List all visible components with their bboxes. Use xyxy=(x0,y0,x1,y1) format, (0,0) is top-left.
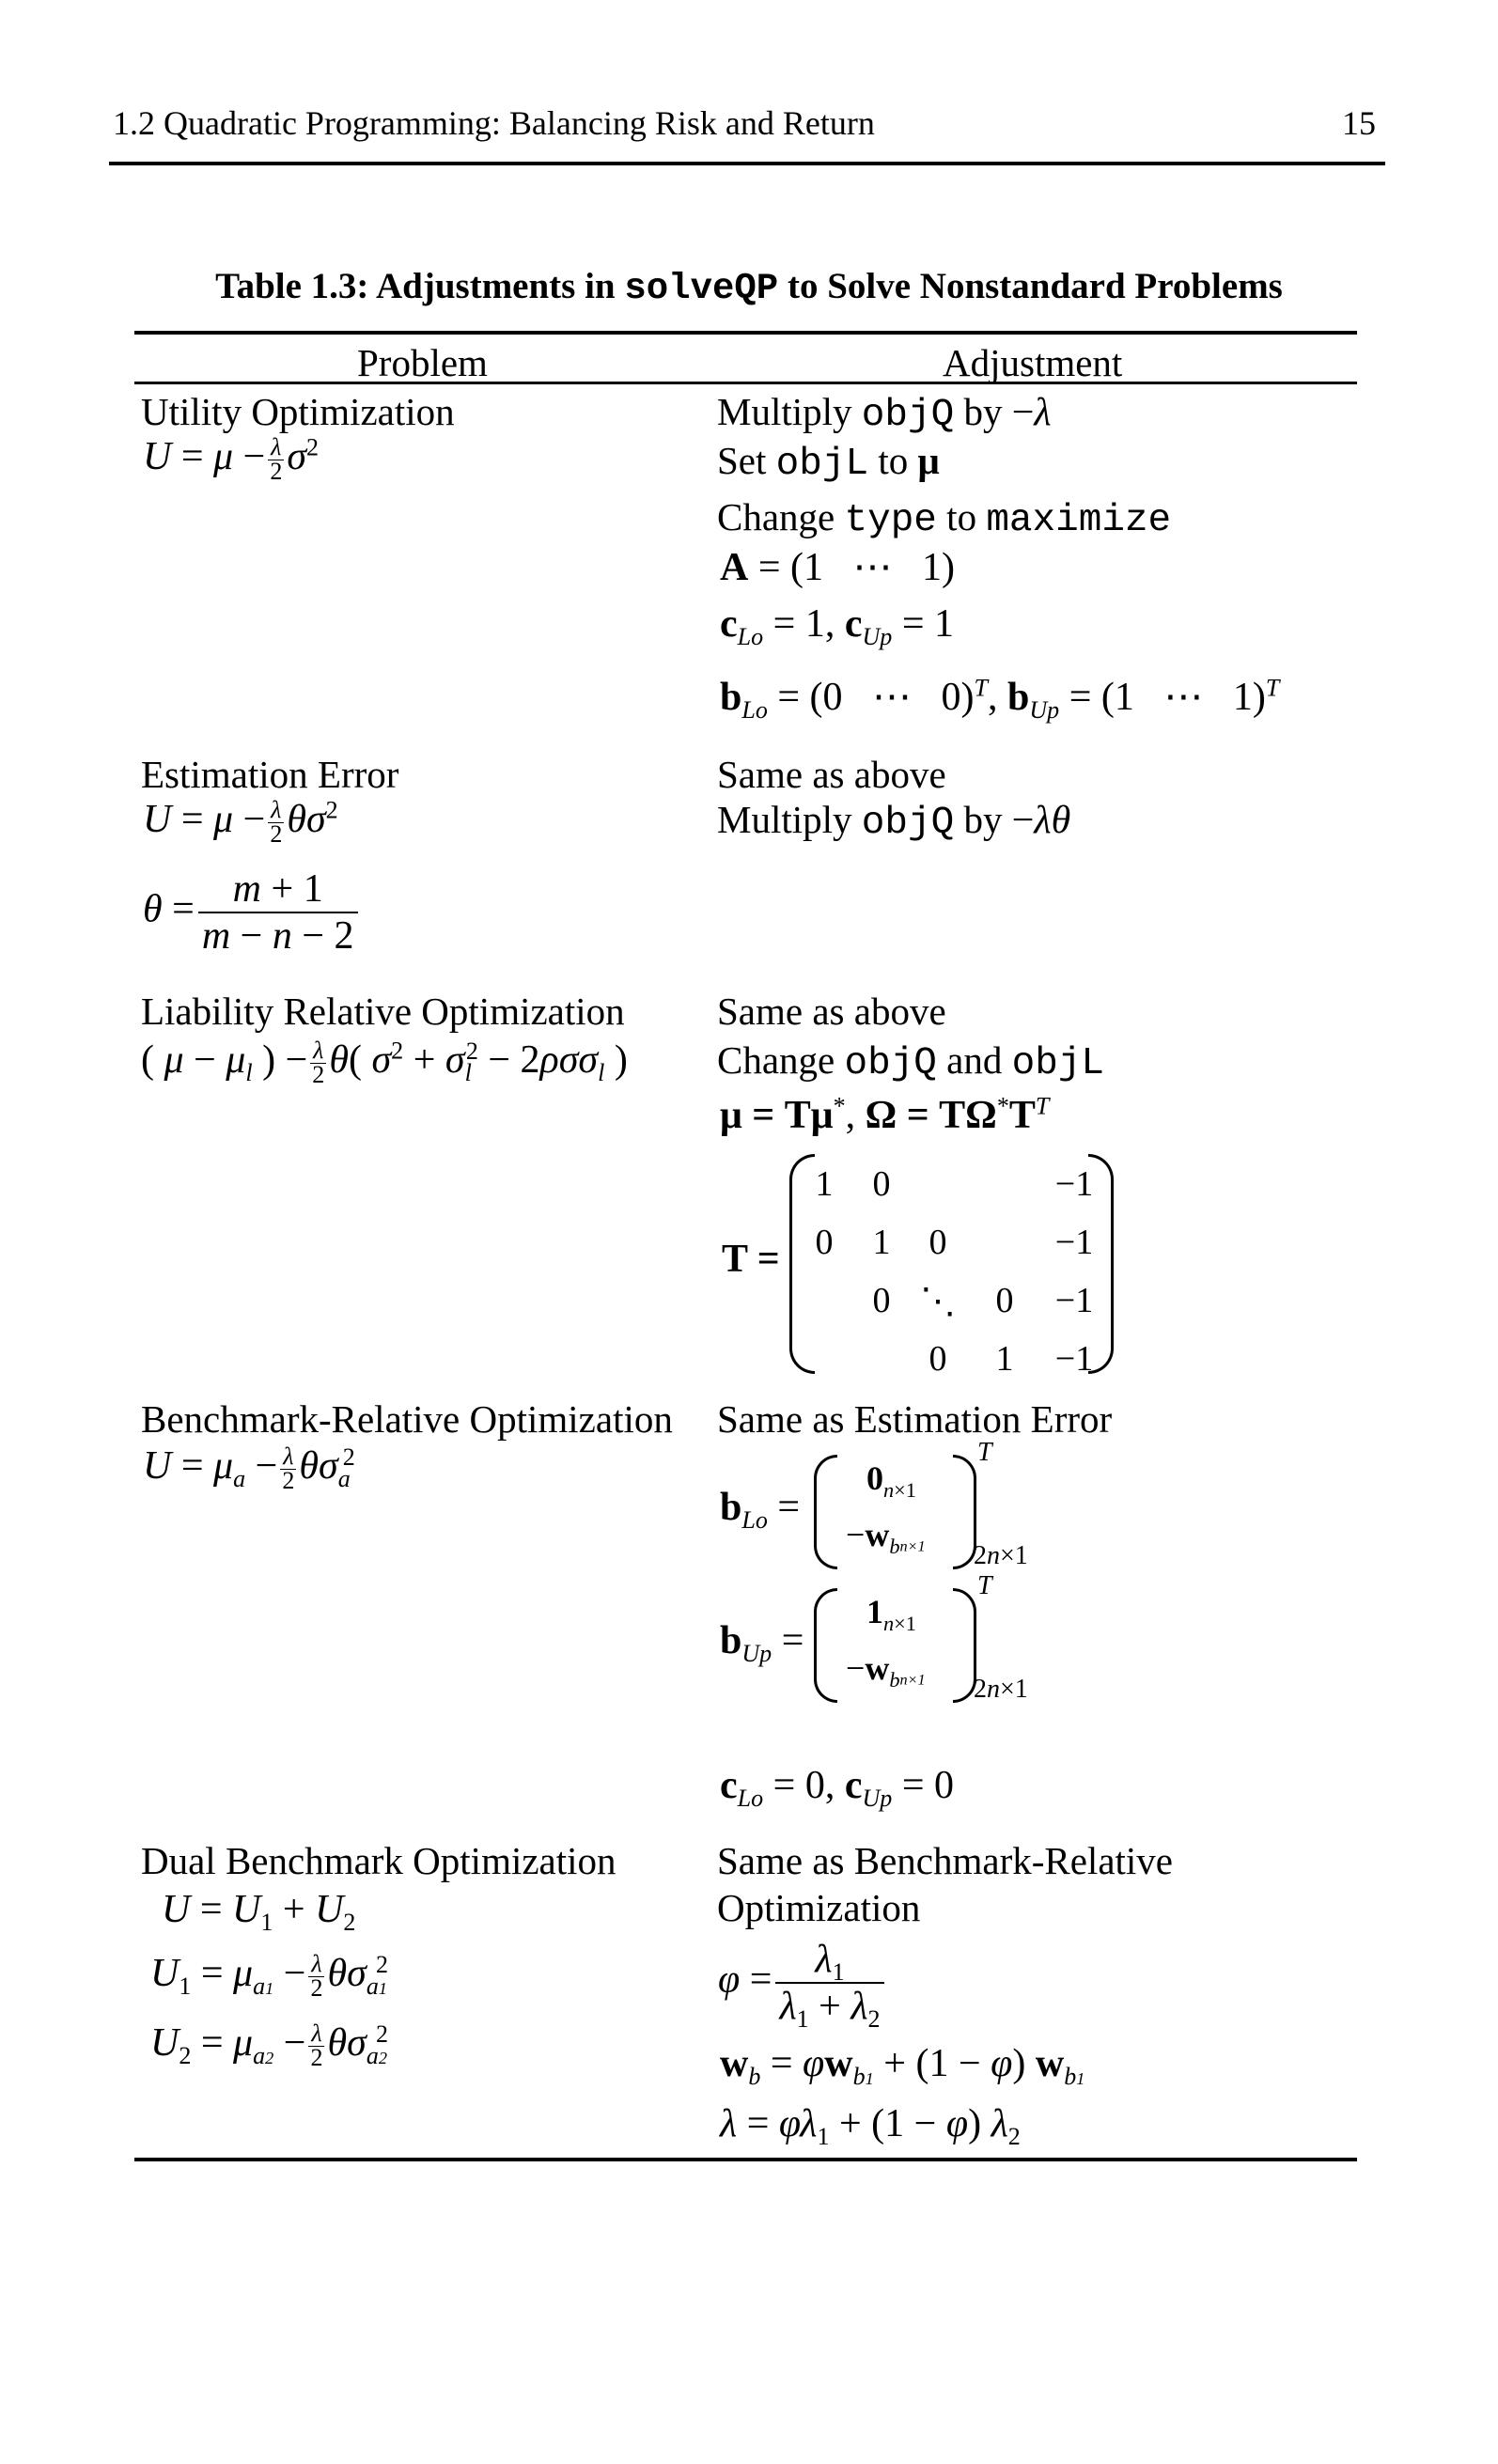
table-header-rule xyxy=(134,382,1357,384)
b-up-left-paren xyxy=(814,1588,837,1703)
adj-lambda-formula: $\lambda = \varphi\lambda_1 + (1 - \varphi)$ $\lambda_2$ xyxy=(720,2102,1021,2151)
adj-optimization: Optimization xyxy=(717,1886,921,1929)
utility-formula: U = μ − $\frac{\lambda}{2}$ $\sigma^2$ xyxy=(143,433,320,485)
adj-b-up-label: $b_{Up}$ = xyxy=(720,1619,804,1668)
problem-liability-relative: Liability Relative Optimization xyxy=(141,990,625,1033)
matrix-t-cell: −1 xyxy=(1054,1223,1094,1262)
adj-same-as-estimation-error: Same as Estimation Error xyxy=(717,1397,1113,1441)
benchmark-formula: $U = \mu_a$ − $\frac{\lambda}{2}$ $\theta\sigma_a^2$ xyxy=(143,1443,355,1494)
adj-b-bounds: $b_{Lo} = (0$ ⋯ 0)$^T$, $b_{Up} = (1$ ⋯ 1)$^T$ xyxy=(720,674,1280,725)
adj-same-as-benchmark-relative: Same as Benchmark-Relative xyxy=(717,1839,1173,1882)
b-up-dimension: 2n×1 xyxy=(974,1675,1028,1704)
matrix-t-cell: −1 xyxy=(1054,1164,1094,1204)
dual-u1-formula: $U_1 = \mu_{a1}$ − $\frac{\lambda}{2}$ $\theta\sigma_{a1}^2$ xyxy=(150,1950,388,2002)
adj-change-type: Change type to maximize xyxy=(717,495,1172,542)
table-top-rule xyxy=(134,331,1357,335)
b-lo-left-paren xyxy=(814,1455,837,1569)
dual-utility-sum: $U = U_1 + U_2$ xyxy=(162,1888,356,1937)
running-header-title: 1.2 Quadratic Programming: Balancing Risk and Return xyxy=(113,104,875,142)
b-lo-transpose: T xyxy=(977,1438,992,1467)
adj-same-as-above-2: Same as above xyxy=(717,990,946,1033)
adj-c-bounds-zero: $c_{Lo} = 0$, $c_{Up} = 0$ xyxy=(720,1764,955,1813)
column-header-adjustment: Adjustment xyxy=(943,341,1123,384)
problem-utility-optimization: Utility Optimization xyxy=(141,390,455,433)
adj-weights-formula: $w_b = \varphi w_{b1} + (1 - \varphi)$ $w_{b1}$ xyxy=(720,2042,1085,2091)
problem-estimation-error: Estimation Error xyxy=(141,753,399,796)
matrix-t-cell: −1 xyxy=(1054,1339,1094,1379)
matrix-t-cell: ⋱ xyxy=(920,1282,956,1321)
adj-same-as-above-1: Same as above xyxy=(717,753,946,796)
b-up-weights-entry: $-w_{bn\times 1}$ xyxy=(846,1649,926,1692)
b-up-transpose: T xyxy=(977,1571,992,1600)
adj-phi-formula: φ = $\frac{\lambda_1}{\lambda_1 + \lambda_2}$ xyxy=(718,1940,888,2026)
matrix-t-cell: 0 xyxy=(872,1281,891,1320)
b-lo-zero-entry: $0_{n\times 1}$ xyxy=(866,1459,916,1502)
b-lo-weights-entry: $-w_{bn\times 1}$ xyxy=(846,1516,926,1558)
adj-multiply-objq-lambda: Multiply objQ by −λ xyxy=(717,390,1052,437)
matrix-t-cell: 1 xyxy=(872,1223,891,1262)
adj-b-lo-label: $b_{Lo}$ = xyxy=(720,1486,801,1535)
matrix-t-cell: 1 xyxy=(815,1164,834,1204)
adj-set-objl: Set objL to μ xyxy=(717,439,940,486)
header-rule xyxy=(109,162,1385,165)
page-number: 15 xyxy=(1342,104,1376,142)
matrix-t-cell: 0 xyxy=(815,1223,834,1262)
matrix-t-cell: 1 xyxy=(995,1339,1014,1379)
problem-dual-benchmark: Dual Benchmark Optimization xyxy=(141,1839,616,1882)
dual-u2-formula: $U_2 = \mu_{a2}$ − $\frac{\lambda}{2}$ $\theta\sigma_{a2}^2$ xyxy=(150,2020,388,2071)
adj-transform-mu-omega: μ = Tμ*, $\Omega = T\Omega^*T^T$ xyxy=(720,1092,1050,1137)
matrix-t-cell: 0 xyxy=(928,1339,947,1379)
table-caption: Table 1.3: Adjustments in solveQP to Solve Nonstandard Problems xyxy=(215,266,1283,309)
estimation-utility-formula: U = μ − $\frac{\lambda}{2}$ $\theta\sigma^2$ xyxy=(143,796,338,848)
adj-c-bounds: $c_{Lo} = 1$, $c_{Up} = 1$ xyxy=(720,602,955,651)
theta-formula: θ = $\frac{m + 1}{m - n - 2}$ xyxy=(143,869,362,956)
column-header-problem: Problem xyxy=(357,341,488,384)
matrix-t-label: T = xyxy=(722,1238,780,1281)
adj-change-objq-objl: Change objQ and objL xyxy=(717,1038,1105,1085)
liability-formula: ( $\mu - \mu_l$ ) − $\frac{\lambda}{2}$ θ( $\sigma^2 + \sigma_l^2 - 2\rho\sigma\sigma_l$ ) xyxy=(141,1037,628,1088)
matrix-t-cell: 0 xyxy=(995,1281,1014,1320)
b-lo-dimension: 2n×1 xyxy=(974,1541,1028,1570)
adj-matrix-a: A = (1 ⋯ 1) xyxy=(720,546,956,589)
adj-multiply-objq-lambda-theta: Multiply objQ by −λθ xyxy=(717,798,1071,845)
b-up-one-entry: $1_{n\times 1}$ xyxy=(866,1593,916,1635)
table-bottom-rule xyxy=(134,2158,1357,2161)
matrix-t-cell: 0 xyxy=(872,1164,891,1204)
matrix-t-cell: 0 xyxy=(928,1223,947,1262)
matrix-t-cell: −1 xyxy=(1054,1281,1094,1320)
problem-benchmark-relative: Benchmark-Relative Optimization xyxy=(141,1397,673,1441)
